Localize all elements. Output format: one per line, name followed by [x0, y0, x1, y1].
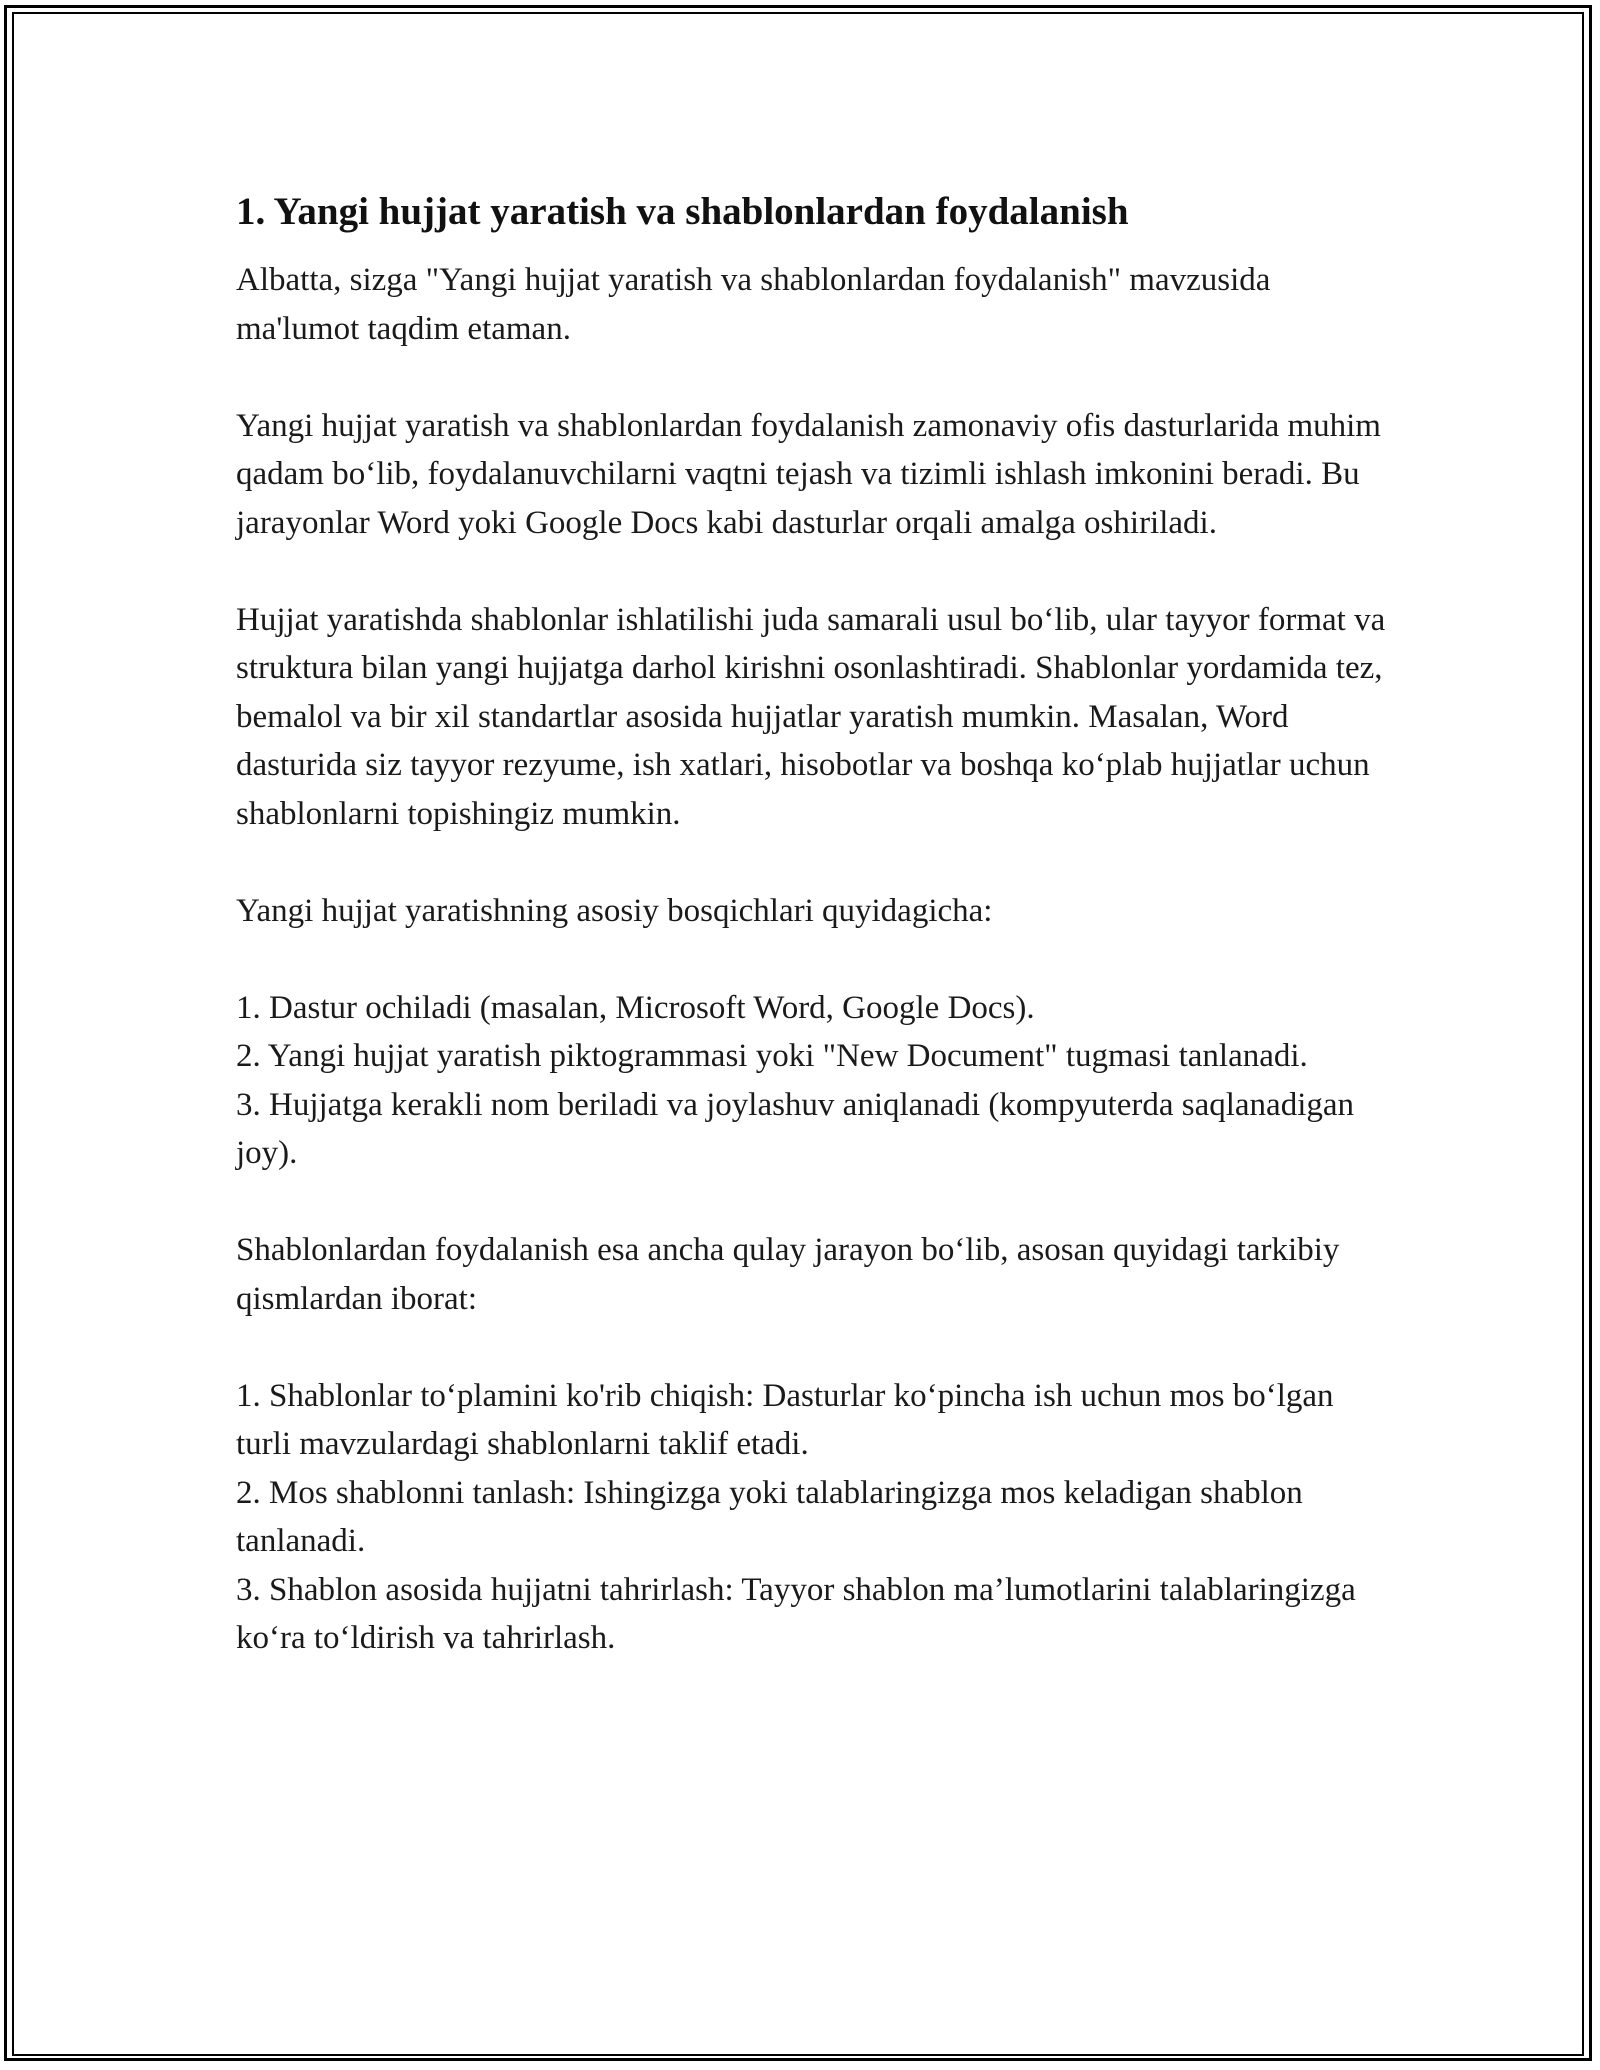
templates-benefit-paragraph: Hujjat yaratishda shablonlar ishlatilishi juda samarali usul bo‘lib, ular tayyor format va struktura bilan yangi hujjatga darhol kirishni osonlashtiradi. Shablonlar yordamida tez, bemalol va bir xil standartlar asosida hujjatlar yaratish mumkin. Masalan, Word dasturida siz tayyor rezyume, ish xatlari, hisobotlar va boshqa ko‘plab hujjatlar uchun shablonlarni topishingiz mumkin. [236, 601, 1386, 832]
template-steps-list [236, 1372, 1386, 1663]
list-item: 1. Shablonlar to‘plamini ko'rib chiqish: Dasturlar ko‘pincha ish uchun mos bo‘lgan turli mavzulardagi shablonlarni taklif etadi. [236, 1377, 1334, 1462]
list-item: 3. Shablon asosida hujjatni tahrirlash: Tayyor shablon ma’lumotlarini talablaringizga ko‘ra to‘ldirish va tahrirlash. [236, 1571, 1356, 1656]
list-item: 2. Mos shablonni tanlash: Ishingizga yoki talablaringizga mos keladigan shablon tanlanadi. [236, 1474, 1303, 1559]
intro-paragraph: Albatta, sizga "Yangi hujjat yaratish va shablonlardan foydalanish" mavzusida ma'lumot taqdim etaman. [236, 262, 1271, 347]
steps-intro-paragraph: Yangi hujjat yaratishning asosiy bosqichlari quyidagicha: [236, 892, 993, 929]
document-body [236, 186, 1386, 1711]
document-heading: 1. Yangi hujjat yaratish va shablonlardan foydalanish [236, 190, 1129, 233]
list-item: 2. Yangi hujjat yaratish piktogrammasi yoki "New Document" tugmasi tanlanadi. [236, 1038, 1308, 1074]
overview-paragraph: Yangi hujjat yaratish va shablonlardan foydalanish zamonaviy ofis dasturlarida muhim qadam bo‘lib, foydalanuvchilarni vaqtni tejash va tizimli ishlash imkonini beradi. Bu jarayonlar Word yoki Google Docs kabi dasturlar orqali amalga oshiriladi. [236, 407, 1381, 541]
list-item: 1. Dastur ochiladi (masalan, Microsoft Word, Google Docs). [236, 989, 1035, 1026]
list-item: 3. Hujjatga kerakli nom beriladi va joylashuv aniqlanadi (kompyuterda saqlanadigan joy). [236, 1086, 1355, 1171]
creation-steps-list [236, 984, 1386, 1178]
templates-intro-paragraph: Shablonlardan foydalanish esa ancha qulay jarayon bo‘lib, asosan quyidagi tarkibiy qismlardan iborat: [236, 1232, 1340, 1317]
